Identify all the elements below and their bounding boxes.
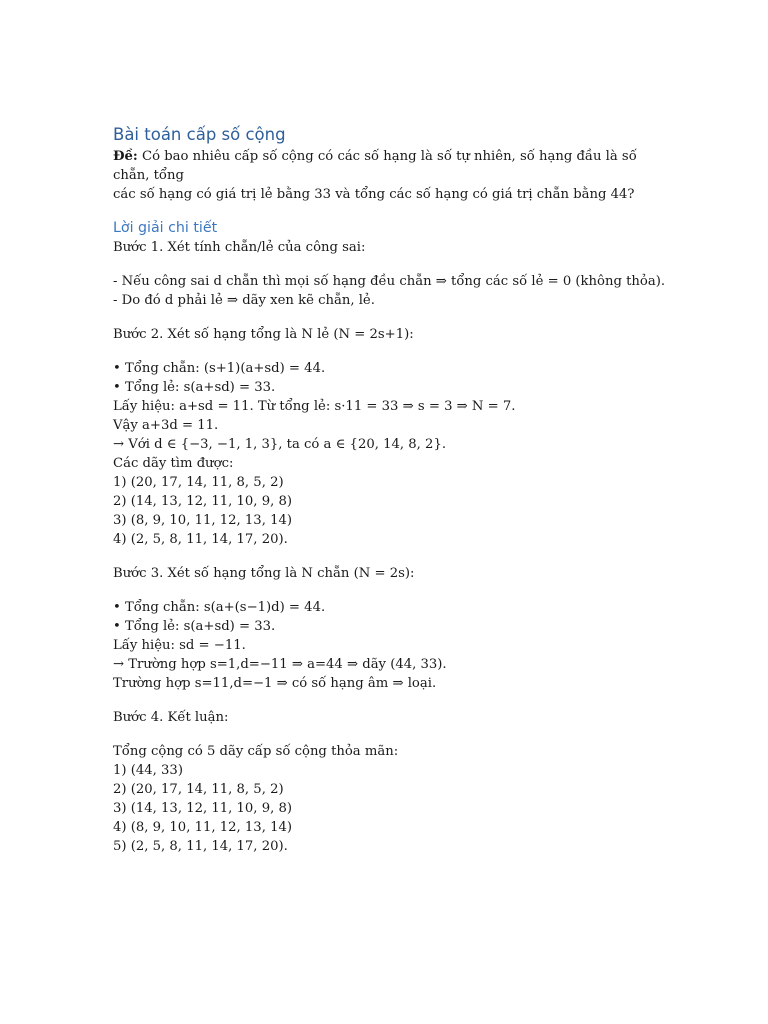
step-2-heading: Bước 2. Xét số hạng tổng là N lẻ (N = 2s+1): [113, 327, 414, 342]
step-2-line: → Với d ∈ {−3, −1, 1, 3}, ta có a ∈ {20, 14, 8, 2}. [113, 437, 447, 452]
document-page [113, 124, 673, 856]
step-4-line: 4) (8, 9, 10, 11, 12, 13, 14) [113, 820, 293, 835]
step-3-line: • Tổng lẻ: s(a+sd) = 33. [113, 619, 276, 634]
step-2-line: • Tổng lẻ: s(a+sd) = 33. [113, 380, 276, 395]
problem-text-line-2: các số hạng có giá trị lẻ bằng 33 và tổng các số hạng có giá trị chẵn bằng 44? [113, 187, 635, 202]
document-title: Bài toán cấp số cộng [113, 125, 286, 144]
step-1-heading: Bước 1. Xét tính chẵn/lẻ của công sai: [113, 240, 366, 255]
step-2-line: Vậy a+3d = 11. [113, 418, 219, 433]
problem-text: Có bao nhiêu cấp số cộng có các số hạng là số tự nhiên, số hạng đầu là số chẵn, tổng [113, 149, 637, 183]
step-4-line: Tổng cộng có 5 dãy cấp số cộng thỏa mãn: [113, 744, 399, 759]
step-3-line: Trường hợp s=11,d=−1 ⇒ có số hạng âm ⇒ loại. [113, 676, 437, 691]
step-2-line: Lấy hiệu: a+sd = 11. Từ tổng lẻ: s·11 = 33 ⇒ s = 3 ⇒ N = 7. [113, 399, 516, 414]
step-4-line: 1) (44, 33) [113, 763, 183, 778]
step-2-line: 1) (20, 17, 14, 11, 8, 5, 2) [113, 475, 284, 490]
step-2-line: 2) (14, 13, 12, 11, 10, 9, 8) [113, 494, 293, 509]
step-4-heading: Bước 4. Kết luận: [113, 710, 229, 725]
step-1-line: - Nếu công sai d chẵn thì mọi số hạng đều chẵn ⇒ tổng các số lẻ = 0 (không thỏa). [113, 274, 666, 289]
solution-heading: Lời giải chi tiết [113, 220, 218, 236]
step-4-line: 5) (2, 5, 8, 11, 14, 17, 20). [113, 839, 288, 854]
problem-label: Đề: [113, 149, 138, 164]
step-4-line: 3) (14, 13, 12, 11, 10, 9, 8) [113, 801, 293, 816]
step-3-line: • Tổng chẵn: s(a+(s−1)d) = 44. [113, 600, 326, 615]
step-2-line: Các dãy tìm được: [113, 456, 234, 471]
problem-statement [113, 147, 673, 185]
step-1-line: - Do đó d phải lẻ ⇒ dãy xen kẽ chẵn, lẻ. [113, 293, 375, 308]
step-3-line: → Trường hợp s=1,d=−11 ⇒ a=44 ⇒ dãy (44, 33). [113, 657, 447, 672]
step-2-line: • Tổng chẵn: (s+1)(a+sd) = 44. [113, 361, 326, 376]
step-3-line: Lấy hiệu: sd = −11. [113, 638, 246, 653]
step-4-line: 2) (20, 17, 14, 11, 8, 5, 2) [113, 782, 284, 797]
step-2-line: 4) (2, 5, 8, 11, 14, 17, 20). [113, 532, 288, 547]
step-2-line: 3) (8, 9, 10, 11, 12, 13, 14) [113, 513, 293, 528]
step-3-heading: Bước 3. Xét số hạng tổng là N chẵn (N = 2s): [113, 566, 415, 581]
